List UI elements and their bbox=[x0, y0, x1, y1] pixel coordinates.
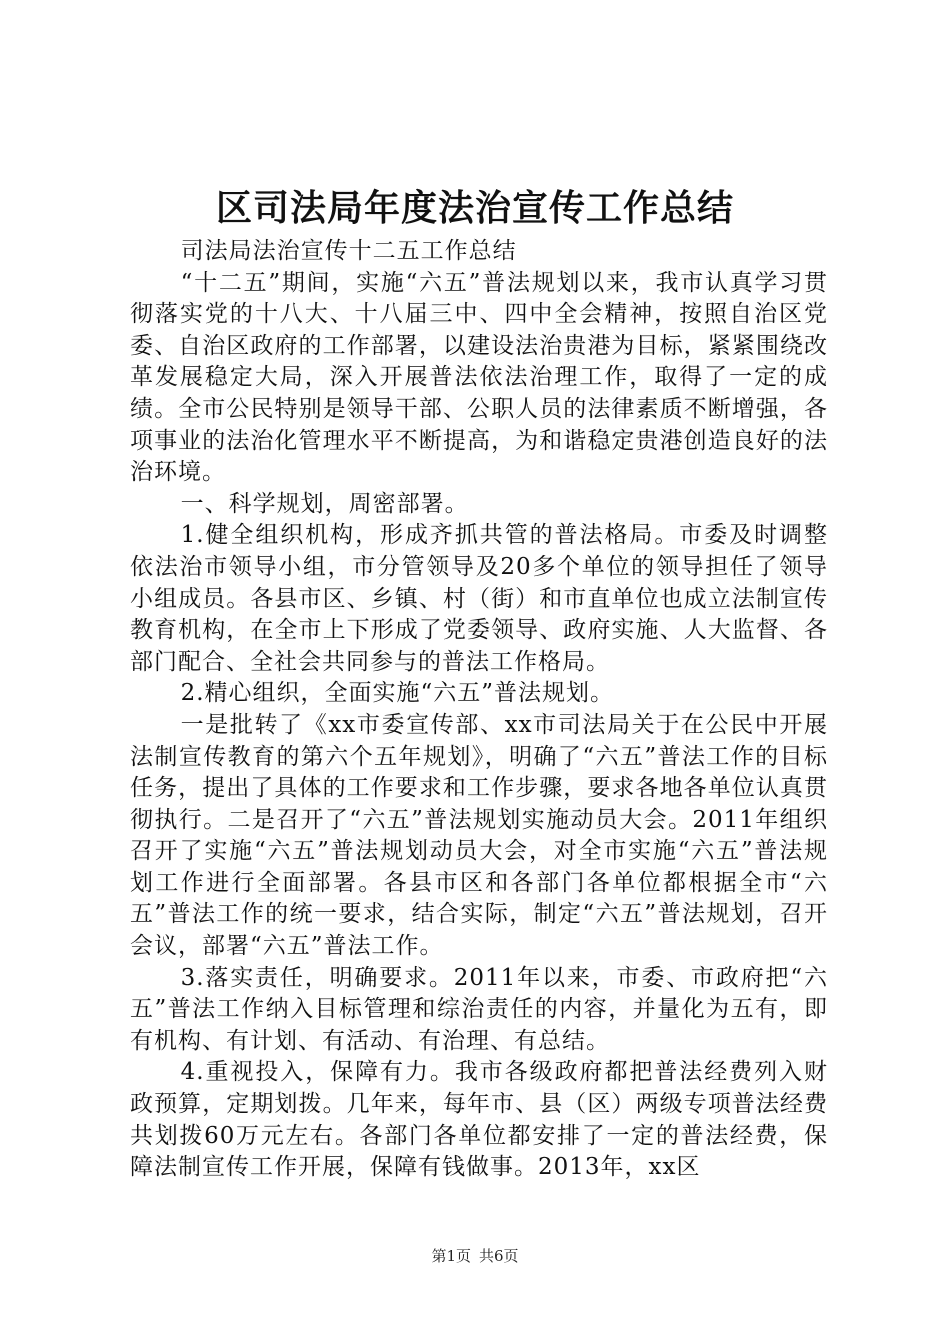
paragraph-item-2: 2.精心组织，全面实施“六五”普法规划。 bbox=[180, 680, 615, 707]
page-footer bbox=[0, 1246, 950, 1266]
section-heading-1: 一、科学规划，周密部署。 bbox=[180, 490, 469, 517]
paragraph-item-2-detail: 一是批转了《xx市委宣传部、xx市司法局关于在公民中开展法制宣传教育的第六个五年规划》，明确了“六五”普法工作的目标任务，提出了具体的工作要求和工作步骤，要求各地各单位认真贯彻执行。二是召开了“六五”普法规划实施动员大会。2011年组织召开了实施“六五”普法规划动员大会，对全市实施“六五”普法规划工作进行全面部署。各县市区和各部门各单位都根据全市“六五”普法工作的统一要求，结合实际，制定“六五”普法规划，召开会议，部署“六五”普法工作。 bbox=[130, 711, 828, 960]
document-body bbox=[130, 236, 828, 1184]
paragraph-item-4: 4.重视投入，保障有力。我市各级政府都把普法经费列入财政预算，定期划拨。几年来，每年市、县（区）两级专项普法经费共划拨60万元左右。各部门各单位都安排了一定的普法经费，保障法制宣传工作开展，保障有钱做事。2013年，xx区 bbox=[130, 1059, 828, 1181]
paragraph-item-1: 1.健全组织机构，形成齐抓共管的普法格局。市委及时调整依法治市领导小组，市分管领导及20多个单位的领导担任了领导小组成员。各县市区、乡镇、村（街）和市直单位也成立法制宣传教育机构，在全市上下形成了党委领导、政府实施、人大监督、各部门配合、全社会共同参与的普法工作格局。 bbox=[130, 522, 828, 675]
paragraph-intro: “十二五”期间，实施“六五”普法规划以来，我市认真学习贯彻落实党的十八大、十八届三中、四中全会精神，按照自治区党委、自治区政府的工作部署，以建设法治贵港为目标，紧紧围绕改革发展稳定大局，深入开展普法依法治理工作，取得了一定的成绩。全市公民特别是领导干部、公职人员的法律素质不断增强，各项事业的法治化管理水平不断提高，为和谐稳定贵港创造良好的法治环境。 bbox=[130, 269, 828, 486]
document-title: 区司法局年度法治宣传工作总结 bbox=[215, 188, 734, 229]
page-total: 共6页 bbox=[479, 1247, 519, 1265]
paragraph-subtitle: 司法局法治宣传十二五工作总结 bbox=[180, 238, 517, 264]
page-number: 第1页 bbox=[431, 1247, 471, 1265]
paragraph-item-3: 3.落实责任，明确要求。2011年以来，市委、市政府把“六五”普法工作纳入目标管理和综治责任的内容，并量化为五有，即有机构、有计划、有活动、有治理、有总结。 bbox=[130, 964, 828, 1054]
